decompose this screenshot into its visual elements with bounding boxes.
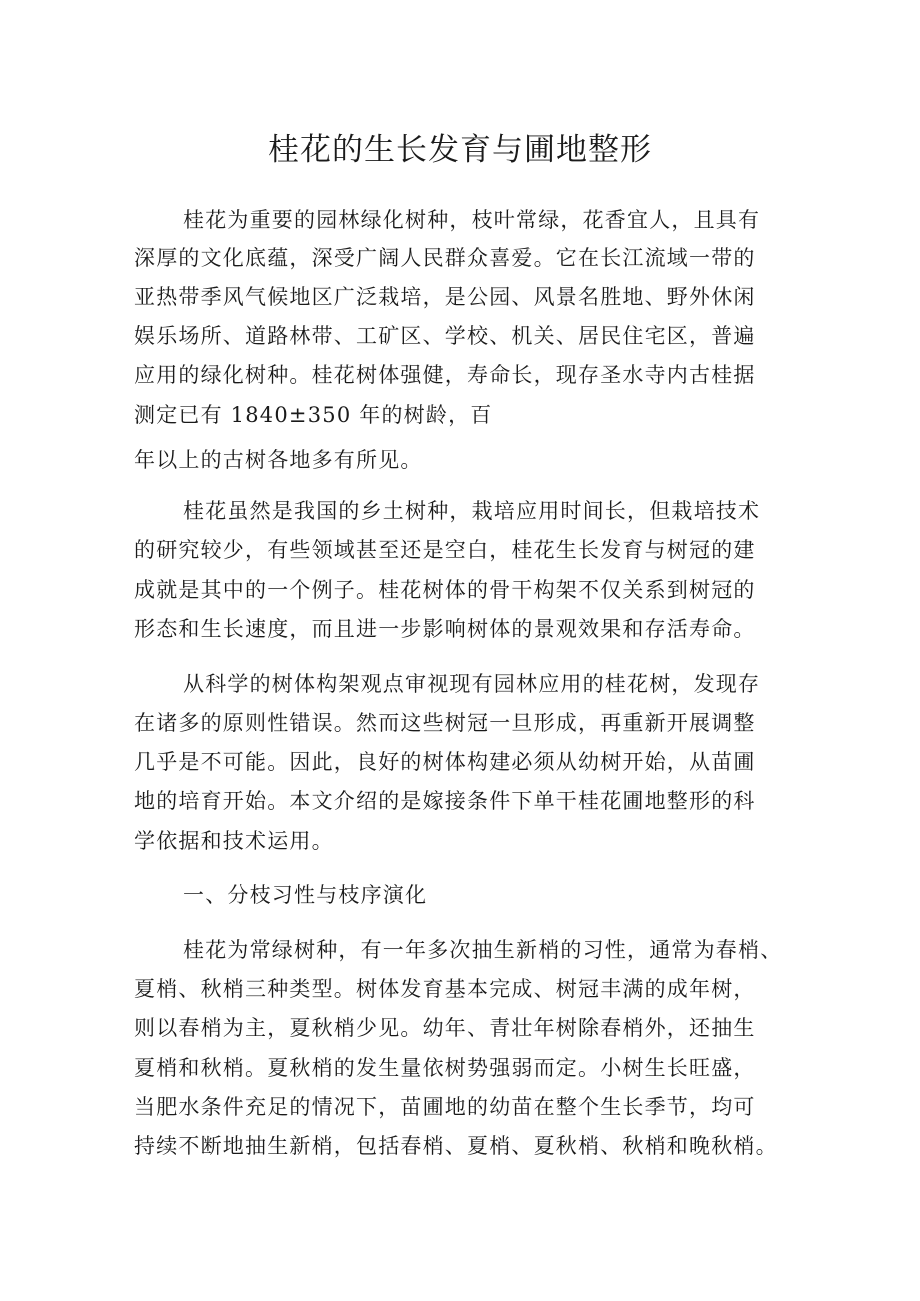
paragraph-3-line-5: 学依据和技术运用。 — [134, 829, 334, 853]
paragraph-1-line-1: 桂花为重要的园林绿化树种，枝叶常绿，花香宜人，且具有 — [183, 208, 761, 232]
paragraph-1-line-6: 测定已有 1840±350 年的树龄，百 — [134, 403, 493, 427]
paragraph-1-line-7: 年以上的古树各地多有所见。 — [134, 448, 423, 472]
paragraph-1-line-4: 娱乐场所、道路林带、工矿区、学校、机关、居民住宅区，普遍 — [134, 324, 756, 348]
document-title: 桂花的生长发育与圃地整形 — [268, 132, 652, 168]
paragraph-2-line-4: 形态和生长速度，而且进一步影响树体的景观效果和存活寿命。 — [134, 617, 756, 641]
paragraph-3-line-1: 从科学的树体构架观点审视现有园林应用的桂花树，发现存 — [183, 672, 761, 696]
paragraph-3-line-3: 几乎是不可能。因此，良好的树体构建必须从幼树开始，从苗圃 — [134, 750, 756, 774]
paragraph-2-line-1: 桂花虽然是我国的乡土树种，栽培应用时间长，但栽培技术 — [183, 499, 761, 523]
paragraph-3-line-4: 地的培育开始。本文介绍的是嫁接条件下单干桂花圃地整形的科 — [134, 789, 756, 813]
paragraph-1-line-2: 深厚的文化底蕴，深受广阔人民群众喜爱。它在长江流域一带的 — [134, 246, 756, 270]
paragraph-3-line-2: 在诸多的原则性错误。然而这些树冠一旦形成，再重新开展调整 — [134, 711, 756, 735]
paragraph-4-line-2: 夏梢、秋梢三种类型。树体发育基本完成、树冠丰满的成年树， — [134, 977, 756, 1001]
section-heading: 一、分枝习性与枝序演化 — [183, 883, 428, 907]
paragraph-4-line-6: 持续不断地抽生新梢，包括春梢、夏梢、夏秋梢、秋梢和晚秋梢。 — [134, 1134, 778, 1158]
paragraph-2-line-3: 成就是其中的一个例子。桂花树体的骨干构架不仅关系到树冠的 — [134, 578, 756, 602]
paragraph-4-line-4: 夏梢和秋梢。夏秋梢的发生量依树势强弱而定。小树生长旺盛， — [134, 1056, 756, 1080]
paragraph-4-line-5: 当肥水条件充足的情况下，苗圃地的幼苗在整个生长季节，均可 — [134, 1095, 756, 1119]
paragraph-2-line-2: 的研究较少，有些领域甚至还是空白，桂花生长发育与树冠的建 — [134, 538, 756, 562]
paragraph-1-line-5: 应用的绿化树种。桂花树体强健，寿命长，现存圣水寺内古桂据 — [134, 363, 756, 387]
paragraph-4-line-3: 则以春梢为主，夏秋梢少见。幼年、青壮年树除春梢外，还抽生 — [134, 1016, 756, 1040]
paragraph-1-line-3: 亚热带季风气候地区广泛栽培，是公园、风景名胜地、野外休闲 — [134, 285, 756, 309]
paragraph-4-line-1: 桂花为常绿树种，有一年多次抽生新梢的习性，通常为春梢、 — [183, 938, 783, 962]
